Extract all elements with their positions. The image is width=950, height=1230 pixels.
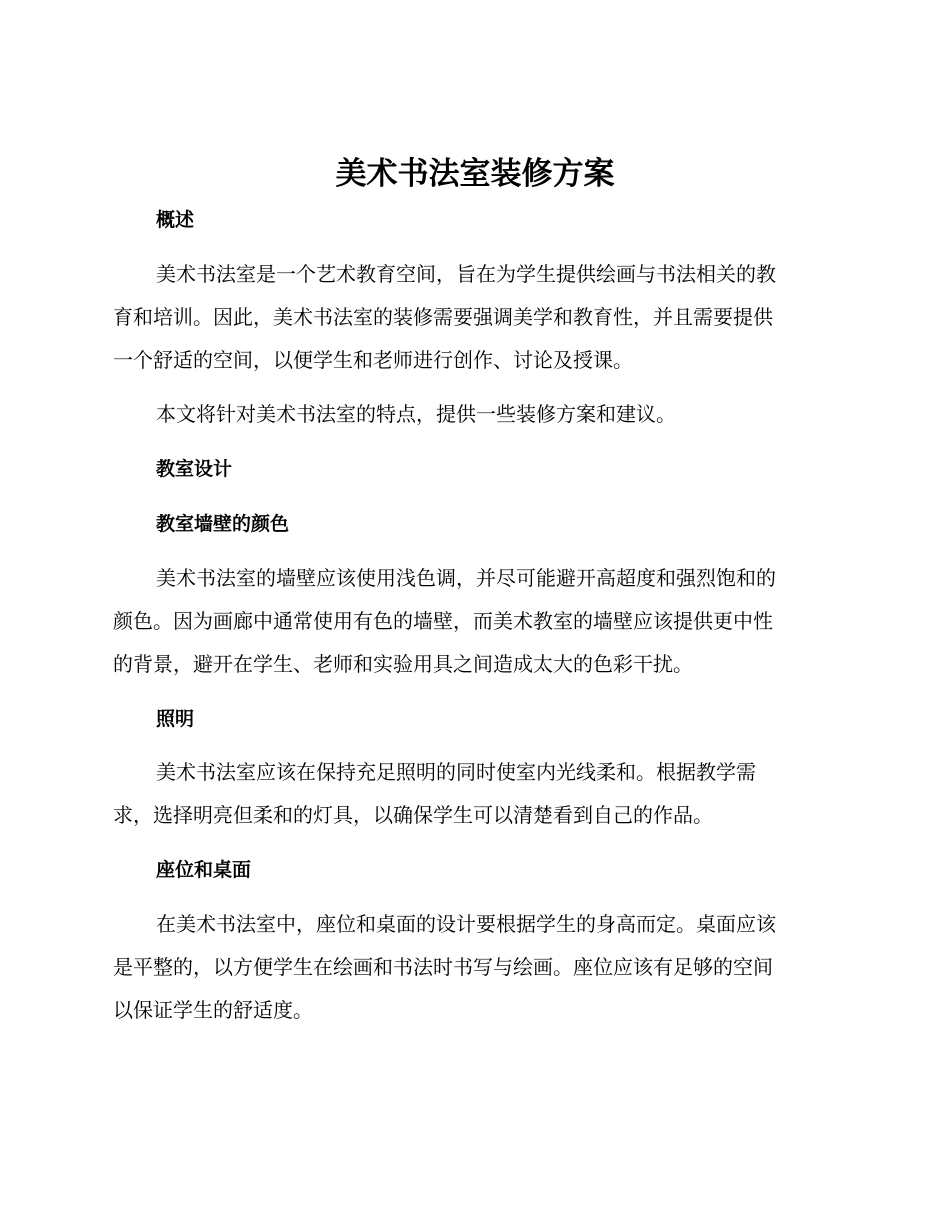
- paragraph-wall-color: [113, 557, 833, 686]
- paragraph-seating: [113, 903, 833, 1032]
- paragraph-line: 育和培训。因此，美术书法室的装修需要强调美学和教育性，并且需要提供: [113, 305, 773, 329]
- heading-overview: 概述: [156, 209, 195, 231]
- paragraph-line: 在美术书法室中，座位和桌面的设计要根据学生的身高而定。桌面应该: [156, 912, 776, 936]
- paragraph-lighting: [113, 751, 833, 837]
- paragraph-line: 美术书法室的墙壁应该使用浅色调，并尽可能避开高超度和强烈饱和的: [156, 566, 776, 590]
- paragraph-line: 本文将针对美术书法室的特点，提供一些装修方案和建议。: [156, 402, 676, 426]
- document-title: 美术书法室装修方案: [335, 156, 615, 192]
- paragraph-line: 以保证学生的舒适度。: [113, 998, 313, 1022]
- paragraph-line: 颜色。因为画廊中通常使用有色的墙壁，而美术教室的墙壁应该提供更中性: [113, 609, 773, 633]
- heading-wall-color: 教室墙壁的颜色: [156, 513, 290, 535]
- paragraph-line: 是平整的，以方便学生在绘画和书法时书写与绘画。座位应该有足够的空间: [113, 955, 773, 979]
- paragraph-line: 的背景，避开在学生、老师和实验用具之间造成太大的色彩干扰。: [113, 652, 693, 676]
- paragraph-overview-1: [113, 253, 833, 382]
- paragraph-overview-2: [113, 393, 833, 436]
- paragraph-line: 美术书法室是一个艺术教育空间，旨在为学生提供绘画与书法相关的教: [156, 262, 776, 286]
- heading-seating: 座位和桌面: [156, 859, 252, 881]
- paragraph-line: 求，选择明亮但柔和的灯具，以确保学生可以清楚看到自己的作品。: [113, 803, 713, 827]
- paragraph-line: 美术书法室应该在保持充足照明的同时使室内光线柔和。根据教学需: [156, 760, 756, 784]
- heading-lighting: 照明: [156, 708, 195, 730]
- paragraph-line: 一个舒适的空间，以便学生和老师进行创作、讨论及授课。: [113, 348, 633, 372]
- heading-classroom-design: 教室设计: [156, 458, 233, 480]
